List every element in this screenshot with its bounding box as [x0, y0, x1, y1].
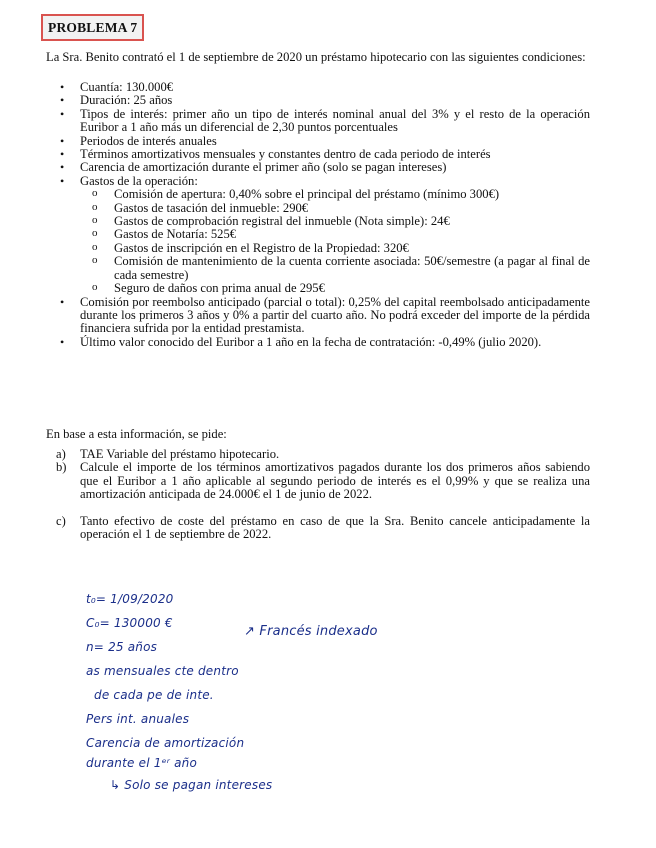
expenses-heading: Gastos de la operación:	[80, 173, 198, 188]
expense-item: o Comisión de mantenimiento de la cuenta corriente asociada: 50€/semestre (a pagar al final de cada semestre)	[80, 255, 590, 282]
intro-paragraph: La Sra. Benito contrató el 1 de septiembre de 2020 un préstamo hipotecario con las siguientes condiciones:	[46, 50, 586, 64]
question-text: Tanto efectivo de coste del préstamo en caso de que la Sra. Benito cancele anticipadamente la operación el 1 de septiembre de 2022.	[80, 513, 590, 542]
condition-item: • Cuantía: 130.000€	[46, 81, 590, 94]
note-cada: de cada pe de inte.	[94, 688, 214, 702]
condition-item: • Términos amortizativos mensuales y constantes dentro de cada periodo de interés	[46, 148, 590, 161]
condition-item: • Periodos de interés anuales	[46, 135, 590, 148]
conditions-list	[46, 81, 590, 349]
expense-item: o Gastos de tasación del inmueble: 290€	[80, 202, 590, 215]
question-item	[46, 448, 590, 461]
note-as: as mensuales cte dentro	[86, 664, 239, 678]
expense-item: o Gastos de comprobación registral del inmueble (Nota simple): 24€	[80, 215, 590, 228]
condition-item: • Carencia de amortización durante el primer año (solo se pagan intereses)	[46, 161, 590, 174]
condition-item: • Tipos de interés: primer año un tipo de interés nominal anual del 3% y el resto de la operación Euribor a 1 año más un diferencial de 2,30 puntos porcentuales	[46, 108, 590, 135]
condition-item-expenses	[46, 175, 590, 296]
question-item	[46, 461, 590, 501]
problem-title-box	[41, 14, 144, 41]
note-c0: C₀= 130000 €	[86, 616, 173, 630]
expense-item: o Gastos de inscripción en el Registro de la Propiedad: 320€	[80, 242, 590, 255]
expense-item: o Gastos de Notaría: 525€	[80, 228, 590, 241]
expense-item: o Seguro de daños con prima anual de 295€	[80, 282, 590, 295]
expenses-list	[80, 188, 590, 295]
condition-item: • Comisión por reembolso anticipado (parcial o total): 0,25% del capital reembolsado anticipadamente durante los primeros 3 años y 0% a partir del cuarto año. No podrá exceder del importe de la pérdida financiera sufrida por la entidad prestamista.	[46, 296, 590, 336]
note-frances: ↗ Francés indexado	[244, 624, 378, 639]
condition-item: • Último valor conocido del Euribor a 1 año en la fecha de contratación: -0,49% (julio 2020).	[46, 336, 590, 349]
question-label: b)	[56, 460, 67, 475]
question-text: TAE Variable del préstamo hipotecario.	[80, 447, 280, 461]
condition-item: • Duración: 25 años	[46, 94, 590, 107]
note-n: n= 25 años	[86, 640, 158, 654]
note-t0: t₀= 1/09/2020	[86, 592, 174, 606]
question-text: Calcule el importe de los términos amortizativos pagados durante los dos primeros años sabiendo que el Euribor a 1 año aplicable al segundo periodo de interés es el 0,99% y que se realiza una amortización anticipada de 24.000€ el 1 de junio de 2022.	[80, 460, 590, 502]
questions-list	[46, 448, 590, 541]
note-solo: ↳ Solo se pagan intereses	[110, 778, 273, 792]
problem-title: PROBLEMA 7	[48, 20, 138, 35]
note-durante: durante el 1ᵉʳ año	[86, 756, 198, 770]
question-item	[46, 515, 590, 542]
question-label: a)	[56, 447, 66, 461]
note-pers: Pers int. anuales	[86, 712, 190, 726]
questions-intro: En base a esta información, se pide:	[46, 427, 227, 441]
question-label: c)	[56, 513, 66, 528]
expense-item: o Comisión de apertura: 0,40% sobre el principal del préstamo (mínimo 300€)	[80, 188, 590, 201]
note-carencia: Carencia de amortización	[86, 736, 245, 750]
